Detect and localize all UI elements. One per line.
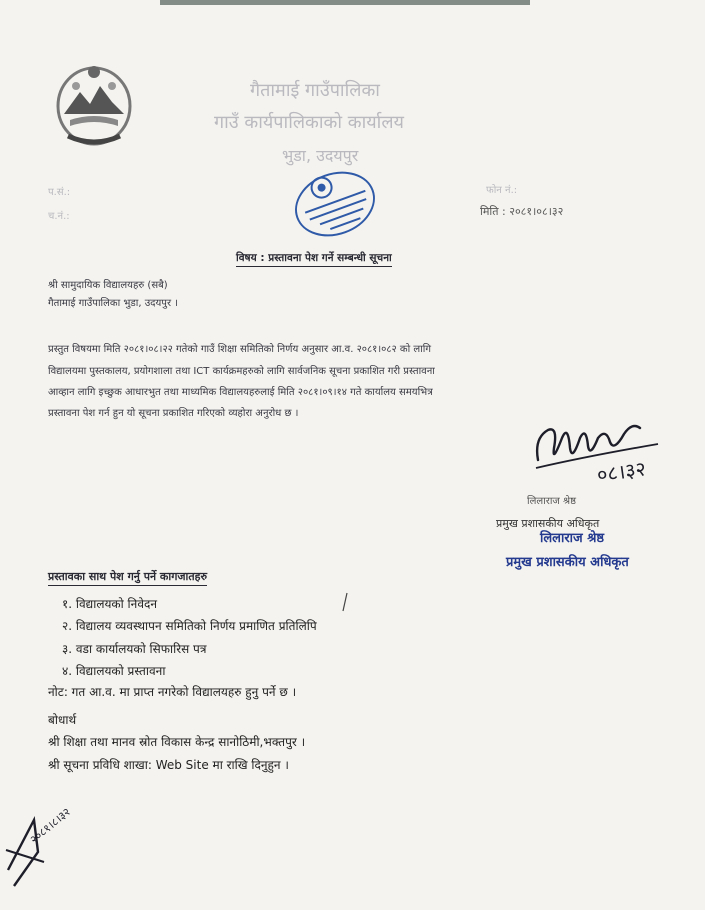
- list-item: ३. वडा कार्यालयको सिफारिस पत्र: [62, 642, 207, 656]
- initial-date: २०८१।८।३२: [27, 805, 73, 847]
- addressee-line1: श्री सामुदायिक विद्यालयहरु (सबै): [48, 280, 168, 291]
- office-stamp-icon: [280, 156, 390, 252]
- signatory-name: लिलाराज श्रेष्ठ: [527, 496, 576, 507]
- addressee-line2: गैतामाई गाउँपालिका भुडा, उदयपुर ।: [48, 298, 179, 309]
- handwritten-signature-icon: [528, 408, 668, 494]
- cc-heading: बोधार्थ: [48, 713, 77, 727]
- body-line: विद्यालयमा पुस्तकालय, प्रयोगशाला तथा ICT कार्यक्रमहरुको लागि सार्वजनिक सूचना प्रकाशित गरी प्रस्तावना: [48, 366, 435, 377]
- list-item: २. विद्यालय व्यवस्थापन समितिको निर्णय प्रमाणित प्रतिलिपि: [62, 619, 317, 633]
- office-name-line2: गाउँ कार्यपालिकाको कार्यालय: [214, 112, 404, 133]
- body-line: प्रस्तावना पेश गर्न हुन यो सूचना प्रकाशित गरिएको व्यहोरा अनुरोध छ ।: [48, 408, 299, 419]
- list-item: १. विद्यालयको निवेदन: [62, 597, 158, 611]
- reference-number-label: प.सं.:: [48, 187, 71, 198]
- letter-subject: विषय : प्रस्तावना पेश गर्ने सम्बन्धी सूचना: [236, 251, 392, 267]
- nepal-emblem-icon: [50, 58, 138, 150]
- letter-date: मिति : २०८१।०८।३२: [480, 205, 564, 218]
- body-line: आव्हान लागि इच्छुक आधारभुत तथा माध्यमिक विद्यालयहरुलाई मिति २०८१।०९।१४ गते कार्यालय समयभित्र: [48, 387, 433, 398]
- handwritten-initial-icon: [4, 800, 84, 890]
- signatory-title: प्रमुख प्रशासकीय अधिकृत: [496, 517, 600, 530]
- dispatch-number-label: च.नं.:: [48, 211, 70, 222]
- phone-label: फोन नं.:: [486, 185, 518, 196]
- office-name-line1: गैतामाई गाउँपालिका: [250, 80, 380, 101]
- scan-edge: [160, 0, 530, 5]
- stamp-signatory-title: प्रमुख प्रशासकीय अधिकृत: [506, 555, 629, 570]
- body-line: प्रस्तुत विषयमा मिति २०८१।०८।२२ गतेको गाउँ शिक्षा समितिको निर्णय अनुसार आ.व. २०८१।०८२ को लागि: [48, 344, 431, 355]
- required-documents-heading: प्रस्तावका साथ पेश गर्नु पर्ने कागजातहरु: [48, 569, 207, 586]
- note-text: नोट: गत आ.व. मा प्राप्त नगरेको विद्यालयहरु हुनु पर्ने छ ।: [48, 685, 297, 699]
- pen-mark-icon: [341, 592, 349, 612]
- office-address: भुडा, उदयपुर: [282, 146, 359, 165]
- stamp-signatory-name: लिलाराज श्रेष्ठ: [540, 531, 605, 546]
- list-item: ४. विद्यालयको प्रस्तावना: [62, 664, 166, 678]
- cc-recipient: श्री सूचना प्रविधि शाखा: Web Site मा राखि दिनुहुन ।: [48, 758, 289, 772]
- signature-date: ०८।३२: [595, 456, 648, 487]
- cc-recipient: श्री शिक्षा तथा मानव स्रोत विकास केन्द्र सानोठिमी,भक्तपुर ।: [48, 735, 306, 749]
